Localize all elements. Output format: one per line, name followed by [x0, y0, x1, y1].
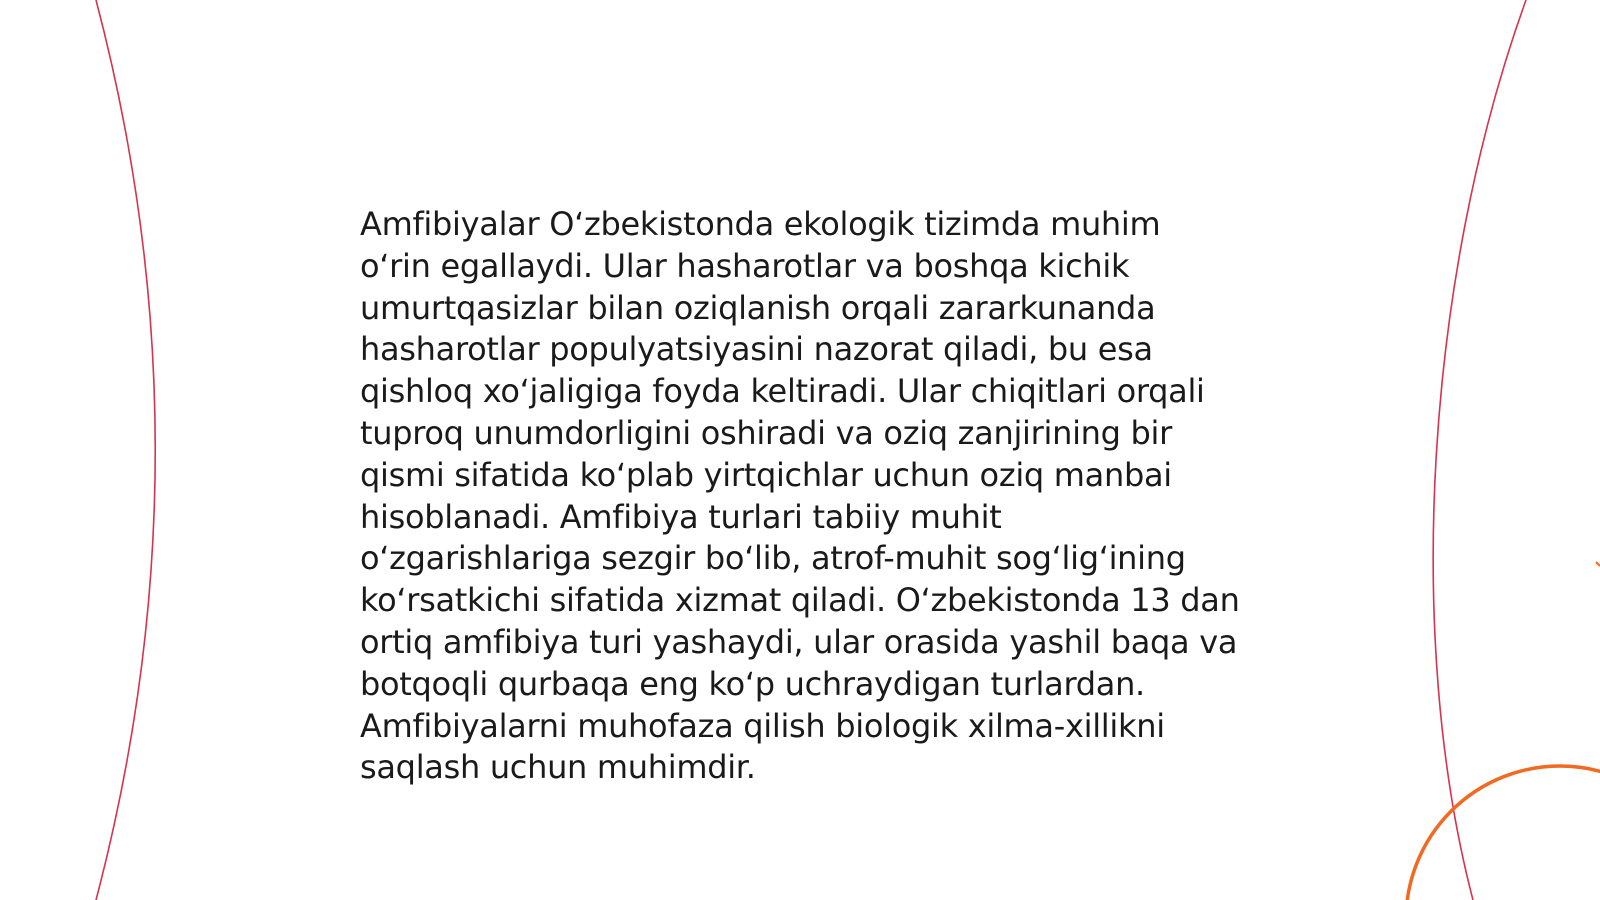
orange-arc — [1406, 766, 1600, 900]
body-paragraph: Amfibiyalar Oʻzbekistonda ekologik tizimda muhim oʻrin egallaydi. Ular hasharotlar va boshqa kichik umurtqasizlar bilan oziqlanish orqali zararkunanda hasharotlar populyatsiyasini nazorat qiladi, bu esa qishloq xoʻjaligiga foyda keltiradi. Ular chiqitlari orqali tuproq unumdorligini oshiradi va oziq zanjirining bir qismi sifatida koʻplab yirtqichlar uchun oziq manbai hisoblanadi. Amfibiya turlari tabiiy muhit oʻzgarishlariga sezgir boʻlib, atrof-muhit sogʻligʻining koʻrsatkichi sifatida xizmat qiladi. Oʻzbekistonda 13 dan ortiq amfibiya turi yashaydi, ular orasida yashil baqa va botqoqli qurbaqa eng koʻp uchraydigan turlardan. Amfibiyalarni muhofaza qilish biologik xilma-xillikni saqlash uchun muhimdir. — [360, 205, 1240, 787]
left-curve-line — [96, 0, 155, 900]
small-orange-mark — [1596, 562, 1600, 566]
right-curve-line — [1433, 0, 1526, 900]
